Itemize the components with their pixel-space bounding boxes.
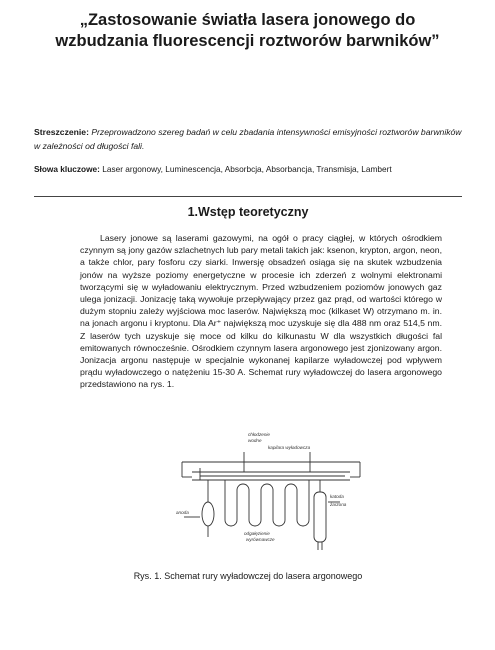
title-line-1: „Zastosowanie światła lasera jonowego do: [79, 11, 416, 29]
laser-tube-diagram: [170, 432, 370, 557]
label-katoda: katoda: [330, 494, 344, 499]
abstract: [34, 125, 464, 153]
section-heading: 1.Wstęp teoretyczny: [187, 205, 309, 219]
abstract-label: Streszczenie:: [34, 127, 89, 137]
horizontal-rule: [34, 196, 462, 197]
serpentine-bypass: [225, 480, 309, 526]
document-title: [20, 10, 475, 52]
keywords-text: Laser argonowy, Luminescencja, Absorbcja, Absorbancja, Transmisja, Lambert: [102, 164, 392, 174]
figure-caption: Rys. 1. Schemat rury wyładowczej do lasera argonowego: [133, 571, 363, 581]
label-zarzona: żarzona: [330, 502, 347, 507]
title-line-2: wzbudzania fluorescencji roztworów barwników”: [55, 32, 440, 50]
label-kapilara: kapilara wyładowcza: [268, 445, 311, 450]
label-odgalezienie: odgałęzienie: [244, 531, 270, 536]
label-anoda: anoda: [176, 510, 189, 515]
keywords: [34, 163, 474, 175]
body-paragraph: Lasery jonowe są laserami gazowymi, na ogół o pracy ciągłej, w których ośrodkiem czynnym są jony gazów szlachetnych lub pary metali takich jak: ksenon, krypton, argon, neon, a także chlor, pary fosforu czy siarki. Inwersję obsadzeń osiąga się na skutek wzbudzenia jonów na wyższe poziomy energetyczne w procesie ich zderzeń z wolnymi elektronami tworzącymi się w wyładowaniu elektrycznym. Przed wzbudzeniem poziomów jonowych gaz ulega jonizacji. Jonizację taką wywołuje przepływający przez gaz prąd, od wartości którego w dużym stopniu zależy wyjściowa moc laserów. Największą moc (kilkaset W) otrzymano m. in. na jonach argonu i kryptonu. Dla Ar⁺ największą moc uzyskuje się dla 488 nm oraz 514,5 nm. Z laserów tych uzyskuje się moce od kilku do kilkunastu W dla wszystkich długości fal emitowanych równocześnie. Ośrodkiem czynnym lasera argonowego jest zjonizowany argon. Jonizacja argonu następuje w specjalnie wykonanej kapilarze wyładowczej pod wpływem prądu wyładowczego o natężeniu 15-30 A. Schemat rury wyładowczej do lasera argonowego przedstawiono na rys. 1.: [80, 233, 442, 390]
figure-laser-tube: [170, 432, 370, 557]
cathode-body: [314, 492, 326, 542]
label-chlodzenie: chłodzenie: [248, 432, 270, 437]
label-wodne: wodne: [248, 438, 262, 443]
keywords-label: Słowa kluczowe:: [34, 164, 100, 174]
anode-bulb: [202, 502, 214, 526]
abstract-text: Przeprowadzono szereg badań w celu zbadania intensywności emisyjności roztworów barwników w zależności od długości fali.: [34, 127, 462, 151]
label-wyrownawcze: wyrównawcze: [246, 537, 275, 542]
